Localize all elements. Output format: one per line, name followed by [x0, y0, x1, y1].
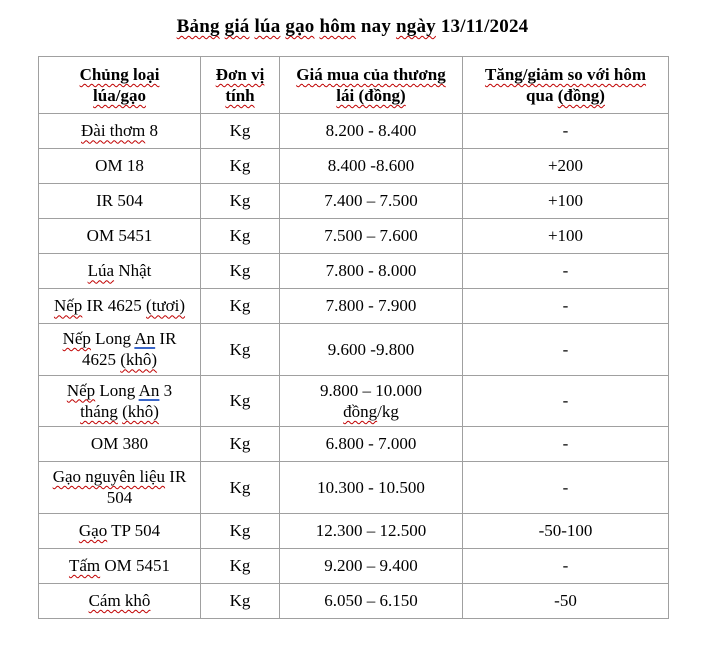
cell-price-range	[280, 289, 463, 324]
cell-unit: Kg	[201, 289, 280, 324]
table-row	[39, 583, 669, 618]
cell-product-name	[39, 114, 201, 149]
text-segment: TP 504	[107, 520, 161, 540]
cell-product-name	[39, 375, 201, 427]
text-segment: 8	[145, 121, 158, 141]
spellcheck-marked-text: Chủng loại	[79, 64, 160, 84]
cell-price-range	[280, 427, 463, 462]
spellcheck-marked-text: ngày	[396, 16, 436, 37]
spellcheck-marked-text: Lúa	[87, 261, 115, 281]
spellcheck-marked-text: Đơn vị	[215, 64, 265, 84]
cell-change-vs-yesterday: +100	[463, 219, 669, 254]
cell-change-vs-yesterday: -	[463, 548, 669, 583]
spellcheck-marked-text: tính	[225, 86, 255, 105]
cell-product-name	[39, 184, 201, 219]
cell-product-name	[39, 149, 201, 184]
grammar-marked-text: An	[138, 380, 160, 400]
table-row	[39, 462, 669, 514]
text-segment: 9.800 – 10.000	[320, 380, 422, 400]
text-segment: OM 380	[90, 434, 149, 454]
cell-change-vs-yesterday: -	[463, 462, 669, 514]
table-body	[39, 114, 669, 619]
spellcheck-marked-text: (đồng)	[557, 86, 605, 105]
page-title	[0, 0, 705, 56]
text-segment: OM 5451	[100, 555, 171, 575]
text-segment: 3	[159, 380, 173, 400]
spellcheck-marked-text: Gạo nguyên liệu	[52, 467, 166, 486]
text-segment: Long	[90, 329, 135, 348]
cell-price-range	[280, 548, 463, 583]
spellcheck-marked-text: (khô)	[120, 350, 158, 370]
cell-unit: Kg	[201, 427, 280, 462]
spellcheck-marked-text: hôm	[319, 16, 356, 37]
cell-change-vs-yesterday: +200	[463, 149, 669, 184]
cell-unit: Kg	[201, 219, 280, 254]
table-row	[39, 548, 669, 583]
cell-product-name	[39, 462, 201, 514]
text-segment: IR 4625	[82, 296, 147, 316]
cell-unit: Kg	[201, 462, 280, 514]
column-header-product	[39, 57, 201, 114]
cell-change-vs-yesterday: -	[463, 324, 669, 376]
table-row	[39, 289, 669, 324]
text-segment: 4625	[81, 350, 121, 370]
table-row	[39, 513, 669, 548]
text-segment: IR 504	[96, 191, 143, 211]
spellcheck-marked-text: Cám khô	[88, 590, 151, 610]
text-segment: 12.300 – 12.500	[315, 520, 427, 540]
text-segment: 504	[106, 488, 133, 508]
text-segment: 6.050 – 6.150	[324, 590, 418, 610]
cell-price-range	[280, 149, 463, 184]
cell-price-range	[280, 184, 463, 219]
spellcheck-marked-text: gạo	[285, 16, 315, 37]
table-row	[39, 219, 669, 254]
table-row	[39, 149, 669, 184]
cell-change-vs-yesterday: -	[463, 289, 669, 324]
spellcheck-marked-text: đồng	[343, 401, 378, 421]
text-segment: IR	[155, 329, 177, 348]
text-segment: /kg	[377, 401, 399, 421]
table-row	[39, 427, 669, 462]
column-header-unit	[201, 57, 280, 114]
text-segment: 8.400 -8.600	[327, 156, 415, 176]
cell-change-vs-yesterday: -	[463, 254, 669, 289]
cell-unit: Kg	[201, 513, 280, 548]
cell-product-name	[39, 324, 201, 376]
text-segment: Nhật	[114, 261, 152, 281]
rice-price-table	[38, 56, 669, 619]
cell-change-vs-yesterday: -50	[463, 583, 669, 618]
spellcheck-marked-text: Gạo	[78, 520, 108, 540]
cell-unit: Kg	[201, 548, 280, 583]
cell-unit: Kg	[201, 184, 280, 219]
cell-price-range	[280, 254, 463, 289]
cell-change-vs-yesterday: -50-100	[463, 513, 669, 548]
spellcheck-marked-text: Giá mua của thương	[296, 64, 446, 84]
text-segment: 8.200 - 8.400	[325, 121, 417, 141]
spellcheck-marked-text: lái (đồng)	[336, 86, 406, 105]
text-segment: 13/11/2024	[435, 16, 529, 37]
cell-change-vs-yesterday: -	[463, 114, 669, 149]
spellcheck-marked-text: Tấm	[68, 555, 101, 575]
cell-price-range	[280, 375, 463, 427]
text-segment: 7.400 – 7.500	[324, 191, 418, 211]
spellcheck-marked-text: Bảng	[176, 16, 220, 37]
cell-price-range	[280, 114, 463, 149]
cell-price-range	[280, 513, 463, 548]
text-segment: 10.300 - 10.500	[317, 477, 425, 497]
spellcheck-marked-text: tháng	[80, 401, 118, 421]
text-segment: 7.800 - 7.900	[325, 296, 417, 316]
text-segment: 7.500 – 7.600	[324, 226, 418, 246]
cell-change-vs-yesterday: +100	[463, 184, 669, 219]
text-segment: IR	[165, 467, 187, 486]
cell-price-range	[280, 583, 463, 618]
cell-unit: Kg	[201, 324, 280, 376]
column-header-price	[280, 57, 463, 114]
cell-price-range	[280, 219, 463, 254]
spellcheck-marked-text: (tươi)	[146, 296, 186, 316]
spellcheck-marked-text: Đài thơm	[81, 121, 146, 141]
text-segment: 9.200 – 9.400	[324, 555, 418, 575]
cell-product-name	[39, 583, 201, 618]
text-segment: Long	[95, 380, 139, 400]
grammar-marked-text: An	[134, 329, 156, 348]
cell-product-name	[39, 254, 201, 289]
spellcheck-marked-text: Tăng/giảm so với hôm	[484, 64, 647, 84]
cell-price-range	[280, 462, 463, 514]
text-segment: qua	[526, 86, 558, 105]
text-segment: 7.800 - 8.000	[325, 261, 417, 281]
cell-unit: Kg	[201, 254, 280, 289]
cell-product-name	[39, 513, 201, 548]
spellcheck-marked-text: (khô)	[122, 401, 159, 421]
text-segment: 6.800 - 7.000	[325, 434, 417, 454]
spellcheck-marked-text: lúa/gạo	[93, 86, 146, 105]
cell-price-range	[280, 324, 463, 376]
cell-unit: Kg	[201, 583, 280, 618]
spellcheck-marked-text: Nếp	[53, 296, 83, 316]
table-row	[39, 375, 669, 427]
cell-change-vs-yesterday: -	[463, 375, 669, 427]
table-row	[39, 324, 669, 376]
spellcheck-marked-text: lúa	[254, 16, 281, 37]
cell-product-name	[39, 289, 201, 324]
header-row	[39, 57, 669, 114]
text-segment: OM 5451	[86, 226, 153, 246]
text-segment: 9.600 -9.800	[327, 339, 415, 359]
cell-unit: Kg	[201, 149, 280, 184]
table-row	[39, 114, 669, 149]
cell-product-name	[39, 548, 201, 583]
table-row	[39, 184, 669, 219]
cell-unit: Kg	[201, 114, 280, 149]
cell-product-name	[39, 427, 201, 462]
column-header-change	[463, 57, 669, 114]
text-segment: OM 18	[95, 156, 144, 176]
table-row	[39, 254, 669, 289]
cell-product-name	[39, 219, 201, 254]
spellcheck-marked-text: giá	[224, 16, 250, 37]
spellcheck-marked-text: Nếp	[66, 380, 96, 400]
cell-unit: Kg	[201, 375, 280, 427]
cell-change-vs-yesterday: -	[463, 427, 669, 462]
spellcheck-marked-text: Nếp	[62, 329, 91, 348]
text-segment: nay	[355, 16, 397, 37]
